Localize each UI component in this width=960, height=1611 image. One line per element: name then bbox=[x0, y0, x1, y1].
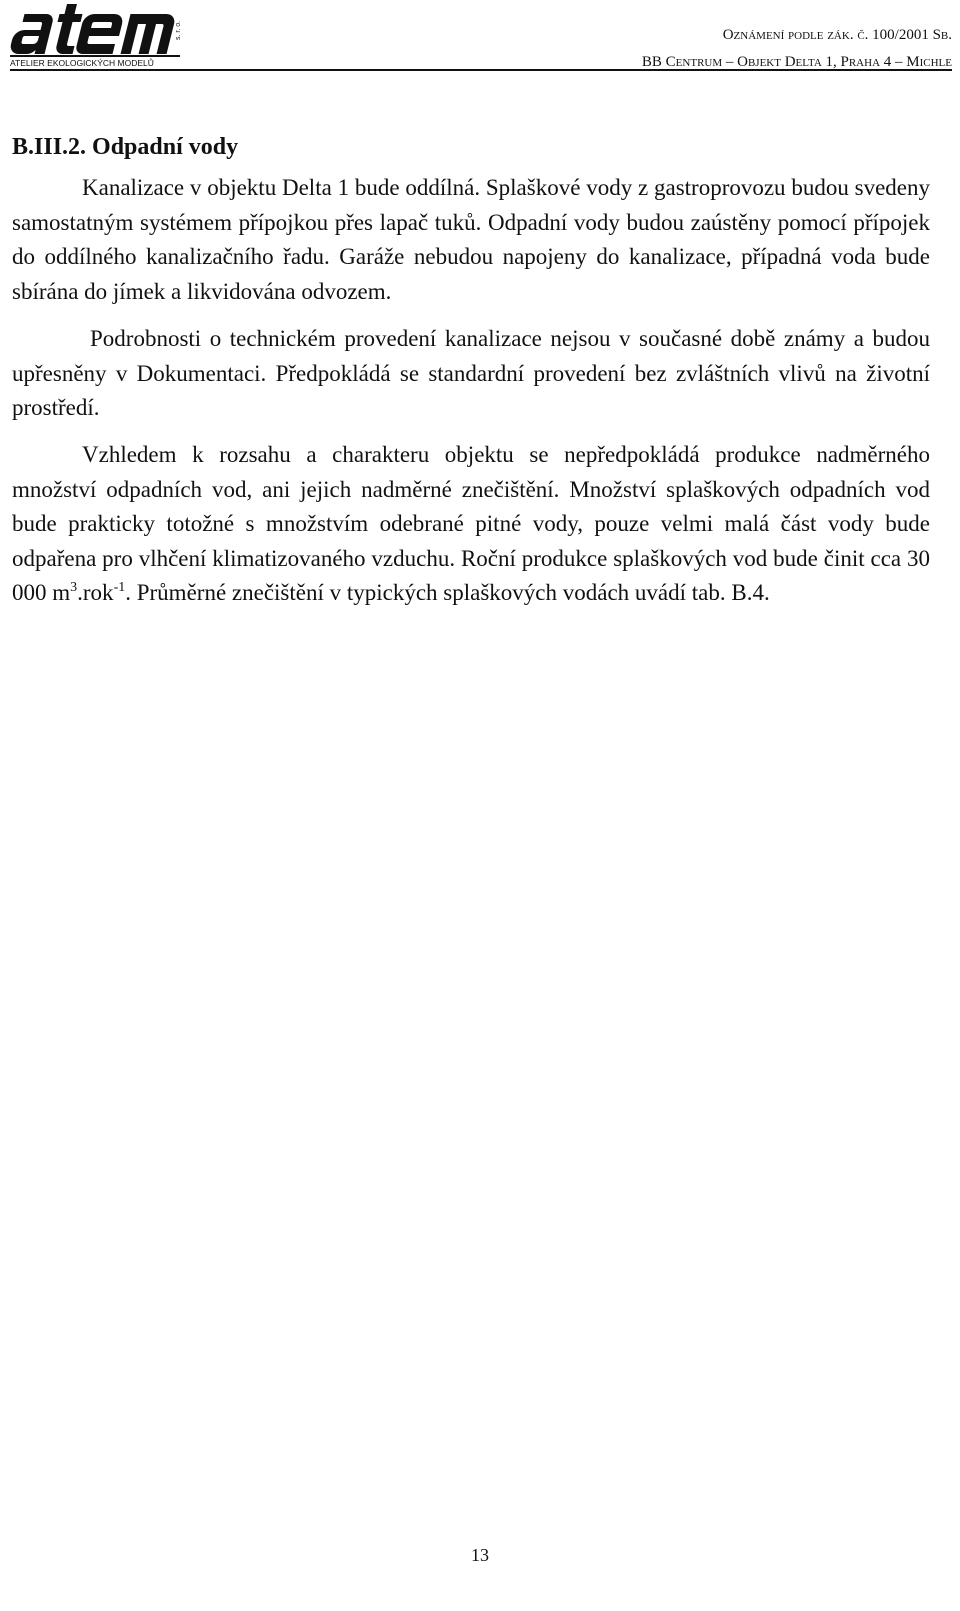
section-title: B.III.2. Odpadní vody bbox=[12, 134, 239, 160]
paragraph-technical-details: Podrobnosti o technickém provedení kanalizace nejsou v současné době známy a budou upřesněny v Dokumentaci. Předpokládá se standardní provedení bez zvláštních vlivů na životní prostředí. bbox=[12, 326, 930, 420]
company-logo bbox=[10, 0, 190, 72]
paragraph-sewerage: Kanalizace v objektu Delta 1 bude oddílná. Splaškové vody z gastroprovozu budou svedeny samostatným systémem přípojkou přes lapač tuků. Odpadní vody budou zaústěny pomocí přípojek do oddílného kanalizačního řadu. Garáže nebudou napojeny do kanalizace, případná voda bude sbírána do jímek a likvidována odvozem. bbox=[12, 175, 930, 304]
logo-tagline: ATELIER EKOLOGICKÝCH MODELŮ bbox=[10, 58, 154, 68]
logo-legal-suffix: s. r. o. bbox=[175, 20, 182, 40]
paragraph-text-end: . Průměrné znečištění v typických splaškových vodách uvádí tab. B.4. bbox=[125, 580, 770, 605]
paragraph-wastewater-production bbox=[12, 438, 930, 611]
paragraph-text: Vzhledem k rozsahu a charakteru objektu se nepředpokládá produkce nadměrného množství odpadních vod, ani jejich nadměrné znečištění. Množství splaškových odpadních vod bude prakticky totožné s množstvím odebrané pitné vody, pouze velmi malá část vody bude odpařena pro vlhčení klimatizovaného vzduchu. Roční produkce splaškových vod bude činit cca 30 000 m bbox=[12, 442, 930, 605]
header-document-info bbox=[642, 22, 952, 76]
paragraph-text-unit: .rok bbox=[77, 580, 114, 605]
superscript-per-year: -1 bbox=[113, 580, 126, 595]
page-header bbox=[10, 0, 952, 72]
header-divider bbox=[10, 69, 952, 71]
header-line-project: BB Centrum – Objekt Delta 1, Praha 4 – Michle bbox=[641, 54, 952, 70]
page-number: 13 bbox=[471, 1545, 489, 1565]
header-line-regulation: Oznámení podle zák. č. 100/2001 Sb. bbox=[722, 27, 952, 43]
superscript-cubic: 3 bbox=[70, 580, 78, 595]
logo-wordmark bbox=[10, 0, 180, 58]
